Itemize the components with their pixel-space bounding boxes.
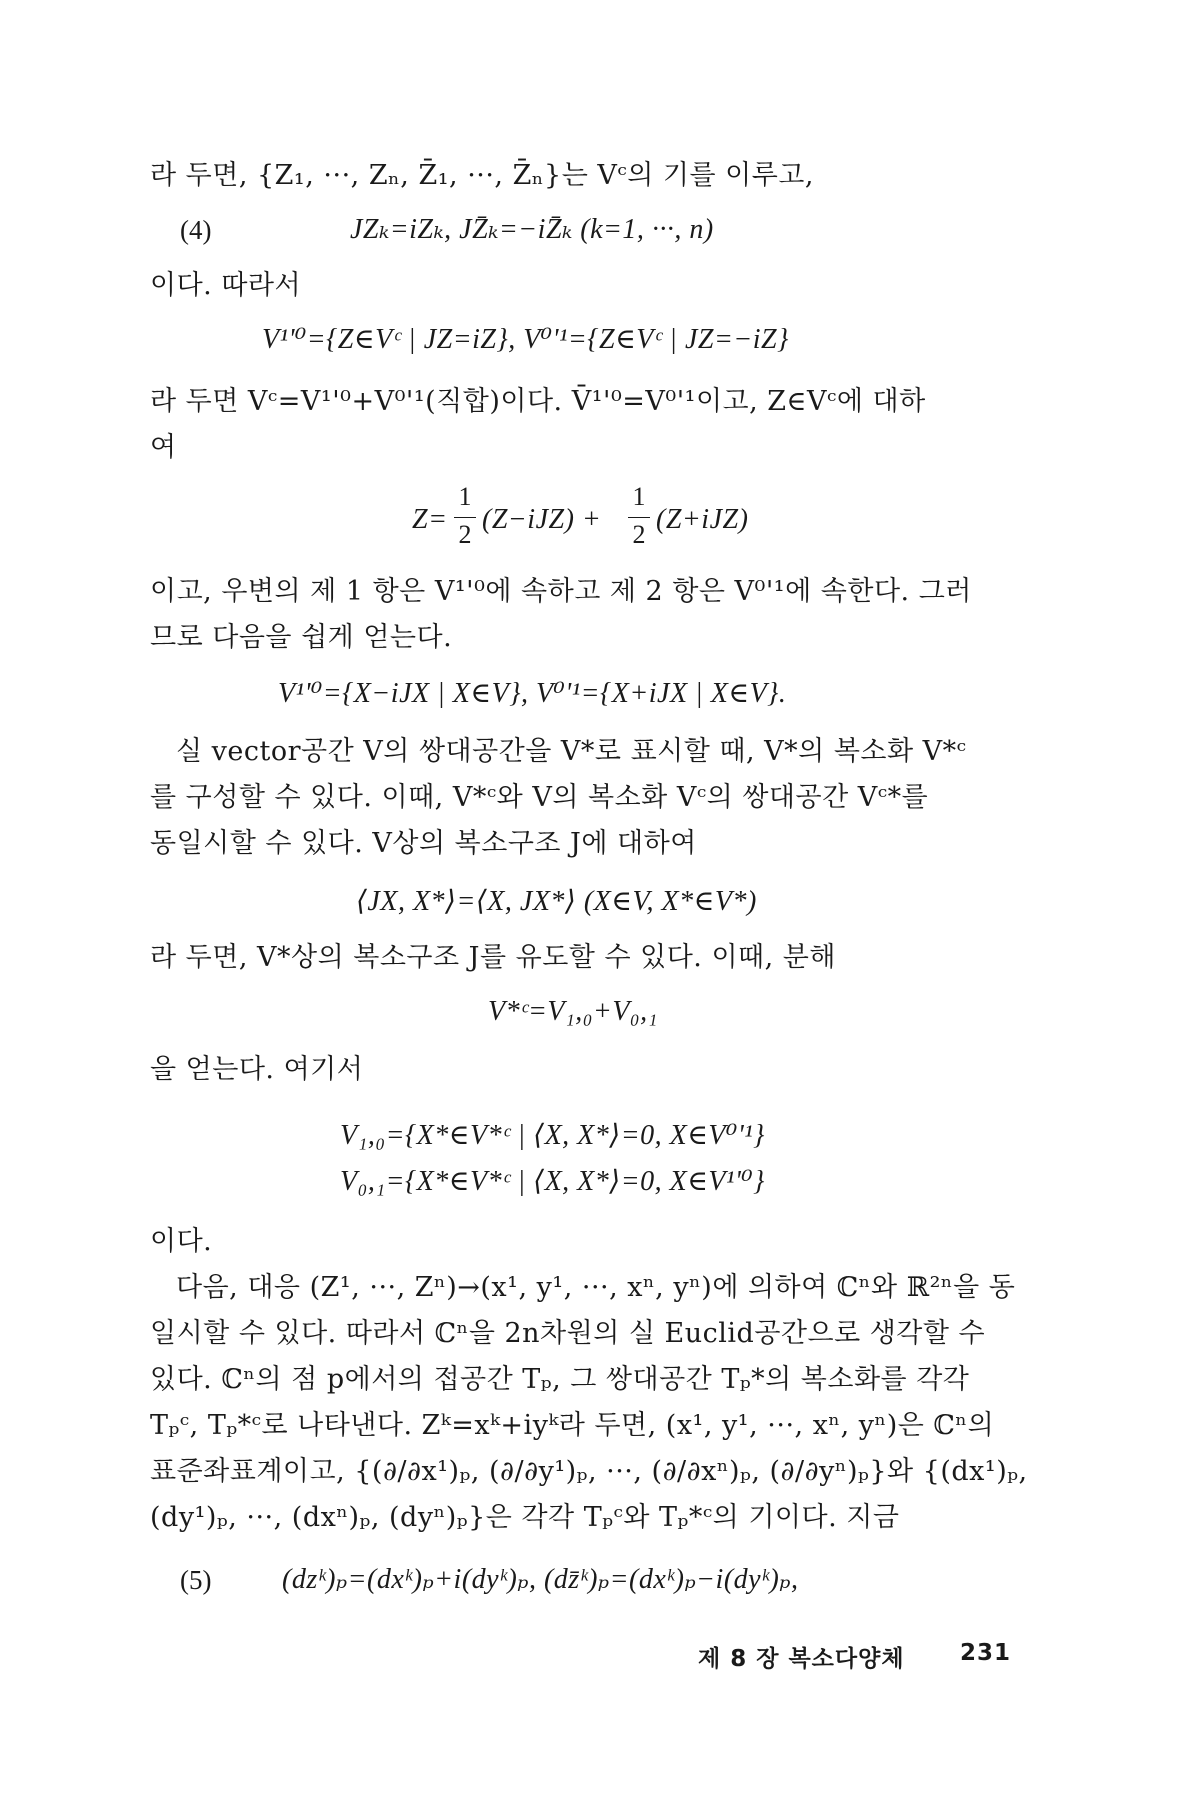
text-line: 이고, 우변의 제 1 항은 V¹'⁰에 속하고 제 2 항은 V⁰'¹에 속한다. 그러 xyxy=(150,576,972,607)
text-line: Tₚᶜ, Tₚ*ᶜ로 나타낸다. Zᵏ=xᵏ+iyᵏ라 두면, (x¹, y¹, ···, xⁿ, yⁿ)은 ℂⁿ의 xyxy=(150,1410,995,1441)
text-line: 여 xyxy=(150,432,177,463)
equation-pairing: ⟨JX, X*⟩=⟨X, JX*⟩ (X∈V, X*∈V*) xyxy=(356,886,757,917)
running-footer-chapter: 제 8 장 복소다양체 xyxy=(698,1646,905,1672)
fraction-denominator: 2 xyxy=(458,520,472,549)
equation-middle: (Z−iJZ) + xyxy=(482,504,602,535)
page-number: 231 xyxy=(960,1640,1012,1666)
equation-v-lower-01: V₀,₁={X*∈V*ᶜ | ⟨X, X*⟩=0, X∈V¹'⁰} xyxy=(340,1166,765,1197)
equation-v10-definition: V¹'⁰={Z∈Vᶜ | JZ=iZ}, V⁰'¹={Z∈Vᶜ | JZ=−iZ} xyxy=(262,324,789,355)
text-line: 동일시할 수 있다. V상의 복소구조 J에 대하여 xyxy=(150,828,697,859)
equation-5: (dzᵏ)ₚ=(dxᵏ)ₚ+i(dyᵏ)ₚ, (dz̄ᵏ)ₚ=(dxᵏ)ₚ−i(dyᵏ)ₚ, xyxy=(282,1564,799,1595)
text-line: 라 두면, {Z₁, ···, Zₙ, Z̄₁, ···, Z̄ₙ}는 Vᶜ의 기를 이루고, xyxy=(150,160,814,191)
text-line: 므로 다음을 쉽게 얻는다. xyxy=(150,622,453,653)
fraction-numerator: 1 xyxy=(632,482,646,511)
fraction-bar xyxy=(454,517,476,518)
text-line: 를 구성할 수 있다. 이때, V*ᶜ와 V의 복소화 Vᶜ의 쌍대공간 Vᶜ*를 xyxy=(150,782,929,813)
equation-v10-alt: V¹'⁰={X−iJX | X∈V}, V⁰'¹={X+iJX | X∈V}. xyxy=(278,678,787,709)
equation-number: (5) xyxy=(180,1565,212,1595)
equation-number: (4) xyxy=(180,215,212,245)
text-line: 다음, 대응 (Z¹, ···, Zⁿ)→(x¹, y¹, ···, xⁿ, yⁿ)에 의하여 ℂⁿ와 ℝ²ⁿ을 동 xyxy=(176,1272,1016,1303)
text-line: 표준좌표계이고, {(∂/∂x¹)ₚ, (∂/∂y¹)ₚ, ···, (∂/∂xⁿ)ₚ, (∂/∂yⁿ)ₚ}와 {(dx¹)ₚ, xyxy=(150,1456,1028,1487)
text-line: 이다. 따라서 xyxy=(150,270,302,301)
fraction-numerator: 1 xyxy=(458,482,472,511)
text-line: 라 두면, V*상의 복소구조 J를 유도할 수 있다. 이때, 분해 xyxy=(150,942,836,973)
text-line: 일시할 수 있다. 따라서 ℂⁿ을 2n차원의 실 Euclid공간으로 생각할 수 xyxy=(150,1318,986,1349)
text-line: 이다. xyxy=(150,1226,213,1257)
text-line: 을 얻는다. 여기서 xyxy=(150,1054,364,1085)
fraction-denominator: 2 xyxy=(632,520,646,549)
equation-dual-decomposition: V*ᶜ=V₁,₀+V₀,₁ xyxy=(488,996,658,1027)
text-line: 라 두면 Vᶜ=V¹'⁰+V⁰'¹(직합)이다. V̄¹'⁰=V⁰'¹이고, Z∈Vᶜ에 대하 xyxy=(150,386,926,417)
equation-v-lower-10: V₁,₀={X*∈V*ᶜ | ⟨X, X*⟩=0, X∈V⁰'¹} xyxy=(340,1120,765,1151)
text-line: 실 vector공간 V의 쌍대공간을 V*로 표시할 때, V*의 복소화 V*ᶜ xyxy=(176,736,967,767)
equation-rhs: (Z+iJZ) xyxy=(656,504,749,535)
text-line: (dy¹)ₚ, ···, (dxⁿ)ₚ, (dyⁿ)ₚ}은 각각 Tₚᶜ와 Tₚ*ᶜ의 기이다. 지금 xyxy=(150,1502,900,1533)
equation-lhs: Z= xyxy=(412,504,448,535)
fraction-bar xyxy=(628,517,650,518)
equation-4: JZₖ=iZₖ, JZ̄ₖ=−iZ̄ₖ (k=1, ···, n) xyxy=(350,214,714,245)
text-line: 있다. ℂⁿ의 점 p에서의 접공간 Tₚ, 그 쌍대공간 Tₚ*의 복소화를 각각 xyxy=(150,1364,970,1395)
